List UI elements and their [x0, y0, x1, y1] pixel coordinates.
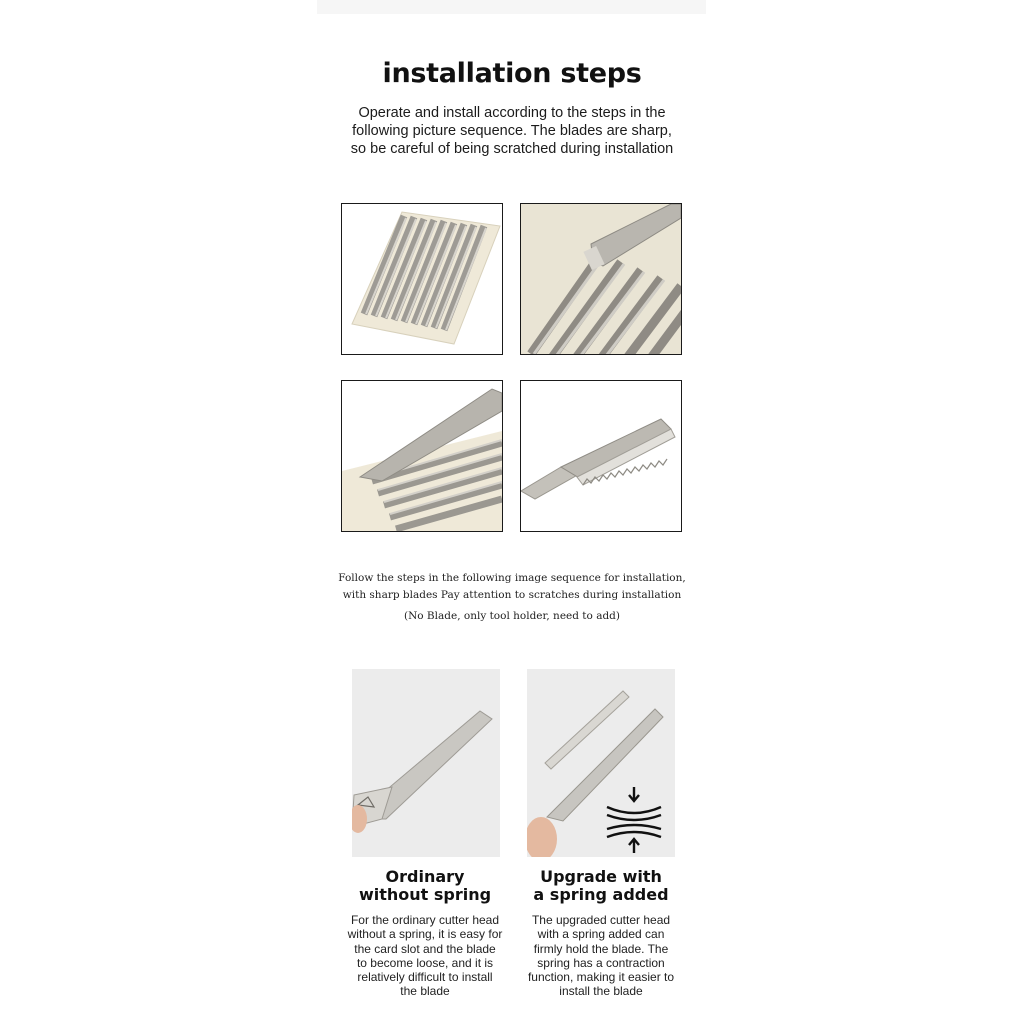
- upgrade-desc-line: The upgraded cutter head: [531, 913, 671, 927]
- upgrade-description: [506, 913, 696, 999]
- intro-text: [312, 104, 712, 158]
- page-title: installation steps: [382, 58, 642, 89]
- upgrade-desc-line: install the blade: [559, 984, 643, 999]
- upgrade-desc-line: spring has a contraction: [537, 955, 665, 970]
- caption-note: (No Blade, only tool holder, need to add): [403, 610, 620, 622]
- assembled-razor-image: [521, 381, 681, 531]
- install-caption: [312, 570, 712, 625]
- upgrade-holder-photo: [527, 669, 675, 857]
- blade-tray-image: [342, 204, 502, 354]
- upgrade-desc-line: firmly hold the blade. The: [533, 941, 669, 956]
- intro-line: Operate and install according to the steps in the: [358, 105, 666, 121]
- holder-in-tray-image: [342, 381, 502, 531]
- upgrade-holder-image: [527, 669, 675, 857]
- ordinary-desc-line: without a spring, it is easy for: [347, 927, 503, 942]
- upgrade-desc-line: with a spring added can: [537, 927, 665, 942]
- ordinary-desc-line: relatively difficult to install: [357, 970, 493, 985]
- intro-line: following picture sequence. The blades are sharp,: [352, 123, 672, 139]
- upgrade-title-line: Upgrade with: [540, 867, 662, 886]
- step-1-image: [341, 203, 503, 355]
- step-4-image: [520, 380, 682, 532]
- ordinary-title-line: Ordinary: [385, 867, 465, 886]
- ordinary-desc-line: the blade: [400, 984, 450, 999]
- ordinary-title: [330, 868, 520, 904]
- ordinary-desc-line: to become loose, and it is: [356, 955, 494, 970]
- ordinary-holder-photo: [352, 669, 500, 857]
- ordinary-holder-image: [352, 669, 500, 857]
- ordinary-desc-line: the card slot and the blade: [354, 941, 496, 956]
- caption-line: with sharp blades Pay attention to scratches during installation: [342, 589, 682, 601]
- ordinary-description: [330, 913, 520, 999]
- step-3-image: [341, 380, 503, 532]
- ordinary-desc-line: For the ordinary cutter head: [350, 913, 500, 927]
- step-2-image: [520, 203, 682, 355]
- upgrade-desc-line: function, making it easier to: [527, 970, 675, 985]
- upgrade-title: [506, 868, 696, 904]
- caption-line: Follow the steps in the following image sequence for installation,: [338, 572, 686, 584]
- ordinary-title-line: without spring: [358, 885, 492, 904]
- upgrade-title-line: a spring added: [533, 885, 669, 904]
- insert-blade-closeup-image: [521, 204, 681, 354]
- intro-line: so be careful of being scratched during installation: [350, 141, 674, 157]
- top-divider-bar: [317, 0, 706, 14]
